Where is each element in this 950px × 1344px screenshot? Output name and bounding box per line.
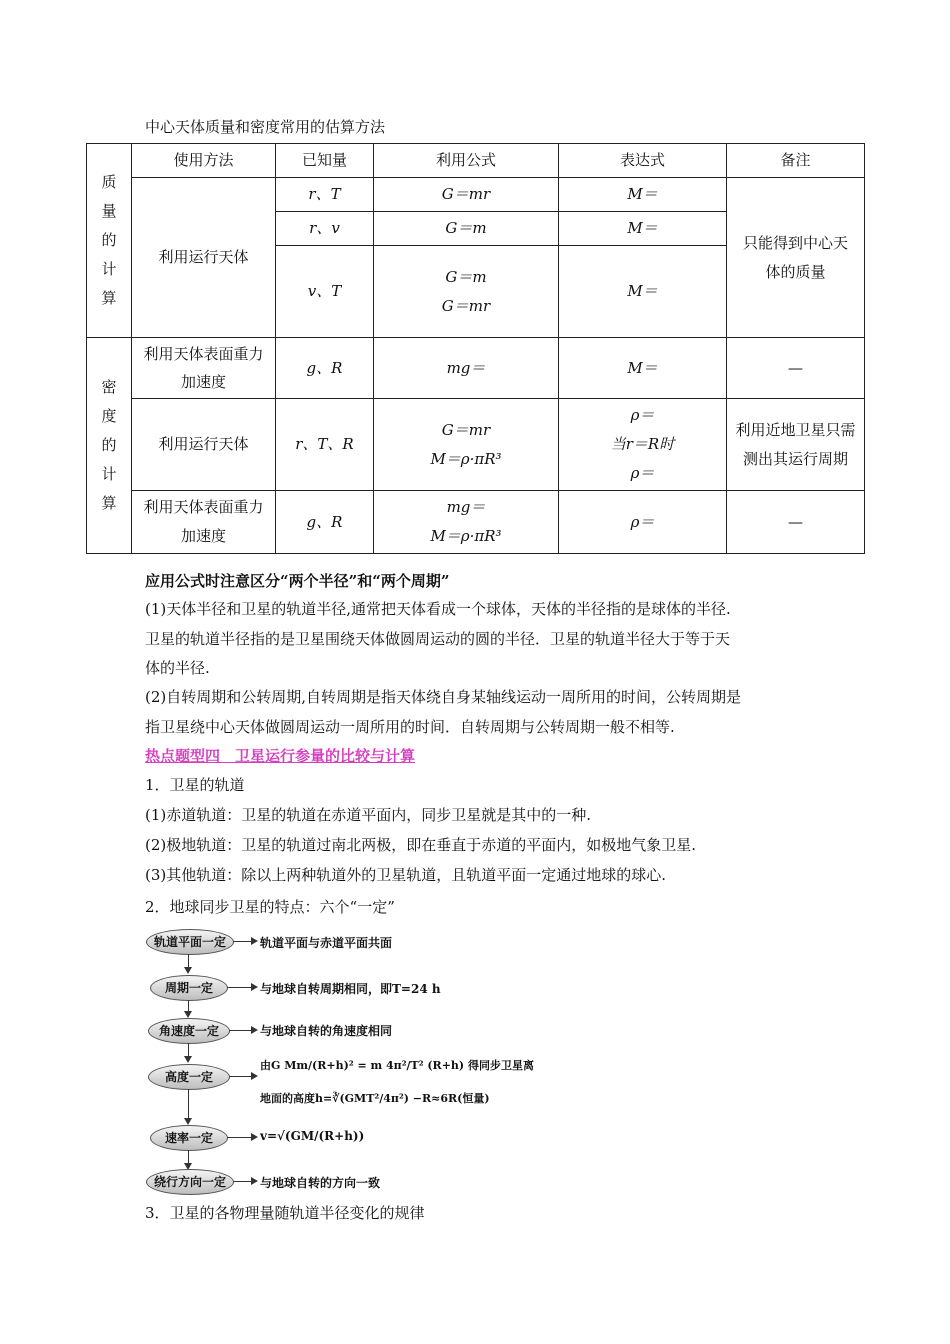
arrow-line (233, 1181, 251, 1182)
mass-formula-3 (374, 246, 559, 338)
arrow-head (251, 1133, 258, 1141)
node-orbit-plane: 轨道平面一定 (146, 929, 234, 955)
density-note-2-text: 利用近地卫星只需测出其运行周期 (735, 420, 856, 468)
mass-expr-2: M＝ (559, 212, 727, 246)
mass-known-2: r、v (276, 212, 374, 246)
density-method-1-text: 利用天体表面重力加速度 (143, 345, 264, 391)
desc-height-line1: 由G Mm/(R+h)² = m 4π²/T² (R+h) 得同步卫星离 (260, 1059, 534, 1072)
table-caption: 中心天体质量和密度常用的估算方法 (145, 118, 386, 136)
density-expr-2 (559, 399, 727, 491)
density-formula-2b: M＝ρ·πR³ (430, 449, 502, 468)
arrow-line (227, 987, 251, 988)
mass-known-3: v、T (276, 246, 374, 338)
arrow-line (229, 1030, 251, 1031)
density-note-3: — (727, 491, 865, 554)
arrow-head (251, 1177, 258, 1185)
header-expression: 表达式 (559, 144, 727, 178)
density-formula-2 (374, 399, 559, 491)
rule-title: 3．卫星的各物理量随轨道半径变化的规律 (145, 1204, 425, 1222)
mass-note-text: 只能得到中心天体的质量 (742, 233, 848, 281)
density-known-2: r、T、R (276, 399, 374, 491)
orbit-item-3: (3)其他轨道：除以上两种轨道外的卫星轨道，且轨道平面一定通过地球的球心. (145, 866, 667, 884)
orbit-item-1: (1)赤道轨道：卫星的轨道在赤道平面内，同步卫星就是其中的一种. (145, 806, 592, 824)
node-direction: 绕行方向一定 (146, 1169, 234, 1195)
arrow-head (251, 1026, 258, 1034)
mass-expr-1: M＝ (559, 178, 727, 212)
note-heading: 应用公式时注意区分“两个半径”和“两个周期” (145, 572, 450, 590)
hot-title: 热点题型四 卫星运行参量的比较与计算 (145, 747, 416, 765)
density-note-2 (727, 399, 865, 491)
arrow-head (251, 983, 258, 991)
density-method-3-text: 利用天体表面重力加速度 (143, 498, 264, 545)
note-p1-line3: 体的半径. (145, 659, 210, 677)
mass-formula-3b: G＝mr (441, 296, 491, 315)
density-expr-3: ρ＝ (559, 491, 727, 554)
desc-speed: v=√(GM/(R+h)) (260, 1129, 365, 1143)
estimation-table (86, 143, 865, 554)
density-expr-2c: ρ＝ (630, 464, 655, 482)
group-density-label: 密度的计算 (101, 378, 117, 512)
arrow-head (251, 937, 258, 945)
header-method: 使用方法 (132, 144, 276, 178)
desc-height-line2: 地面的高度h=∛(GMT²/4π²) −R≈6R(恒量) (260, 1092, 490, 1105)
arrow-head (251, 1072, 258, 1080)
header-formula: 利用公式 (374, 144, 559, 178)
density-formula-3a: mg＝ (446, 498, 486, 516)
header-known: 已知量 (276, 144, 374, 178)
sync-title: 2．地球同步卫星的特点：六个“一定” (145, 898, 395, 916)
header-note: 备注 (727, 144, 865, 178)
mass-formula-1: G＝mr (374, 178, 559, 212)
density-formula-2a: G＝mr (441, 420, 491, 439)
desc-direction: 与地球自转的方向一致 (260, 1176, 381, 1190)
density-known-3: g、R (276, 491, 374, 554)
orbit-title: 1．卫星的轨道 (145, 776, 245, 794)
density-method-2: 利用运行天体 (132, 399, 276, 491)
note-p1-line1: (1)天体半径和卫星的轨道半径,通常把天体看成一个球体，天体的半径指的是球体的半径. (145, 600, 731, 618)
arrow-line (227, 1137, 251, 1138)
note-p1-line2: 卫星的轨道半径指的是卫星围绕天体做圆周运动的圆的半径．卫星的轨道半径大于等于天 (145, 630, 731, 648)
density-formula-1: mg＝ (374, 338, 559, 399)
connector-head (184, 1056, 192, 1063)
arrow-line (229, 1076, 251, 1077)
density-note-1: — (727, 338, 865, 399)
mass-known-1: r、T (276, 178, 374, 212)
desc-period: 与地球自转周期相同，即T=24 h (260, 982, 441, 996)
arrow-line (233, 941, 251, 942)
connector-line (188, 1043, 189, 1057)
connector-line (188, 1089, 189, 1119)
mass-expr-3: M＝ (559, 246, 727, 338)
density-method-1 (132, 338, 276, 399)
note-p2-line2: 指卫星绕中心天体做圆周运动一周所用的时间．自转周期与公转周期一般不相等. (145, 718, 675, 736)
density-formula-3b: M＝ρ·πR³ (430, 527, 502, 545)
density-expr-1: M＝ (559, 338, 727, 399)
group-mass-cell (87, 144, 132, 338)
desc-angular-velocity: 与地球自转的角速度相同 (260, 1024, 393, 1038)
density-method-3 (132, 491, 276, 554)
orbit-item-2: (2)极地轨道：卫星的轨道过南北两极，即在垂直于赤道的平面内，如极地气象卫星. (145, 836, 697, 854)
connector-head (184, 1011, 192, 1018)
node-speed: 速率一定 (150, 1125, 228, 1151)
density-expr-2b: 当r＝R时 (610, 435, 675, 453)
group-density-cell (87, 338, 132, 554)
sync-satellite-diagram (140, 925, 534, 1195)
node-angular-velocity: 角速度一定 (148, 1018, 230, 1044)
mass-method: 利用运行天体 (132, 178, 276, 338)
desc-orbit-plane: 轨道平面与赤道平面共面 (260, 936, 393, 950)
connector-head (184, 967, 192, 974)
mass-formula-2: G＝m (374, 212, 559, 246)
mass-note (727, 178, 865, 338)
group-mass-label: 质量的计算 (101, 173, 117, 307)
node-period: 周期一定 (150, 975, 228, 1001)
note-p2-line1: (2)自转周期和公转周期,自转周期是指天体绕自身某轴线运动一周所用的时间，公转周期是 (145, 688, 742, 706)
connector-line (188, 1150, 189, 1164)
density-formula-3 (374, 491, 559, 554)
density-expr-2a: ρ＝ (630, 406, 655, 424)
mass-formula-3a: G＝m (445, 267, 487, 286)
density-known-1: g、R (276, 338, 374, 399)
connector-line (188, 954, 189, 968)
node-height: 高度一定 (148, 1064, 230, 1090)
connector-head (184, 1118, 192, 1125)
